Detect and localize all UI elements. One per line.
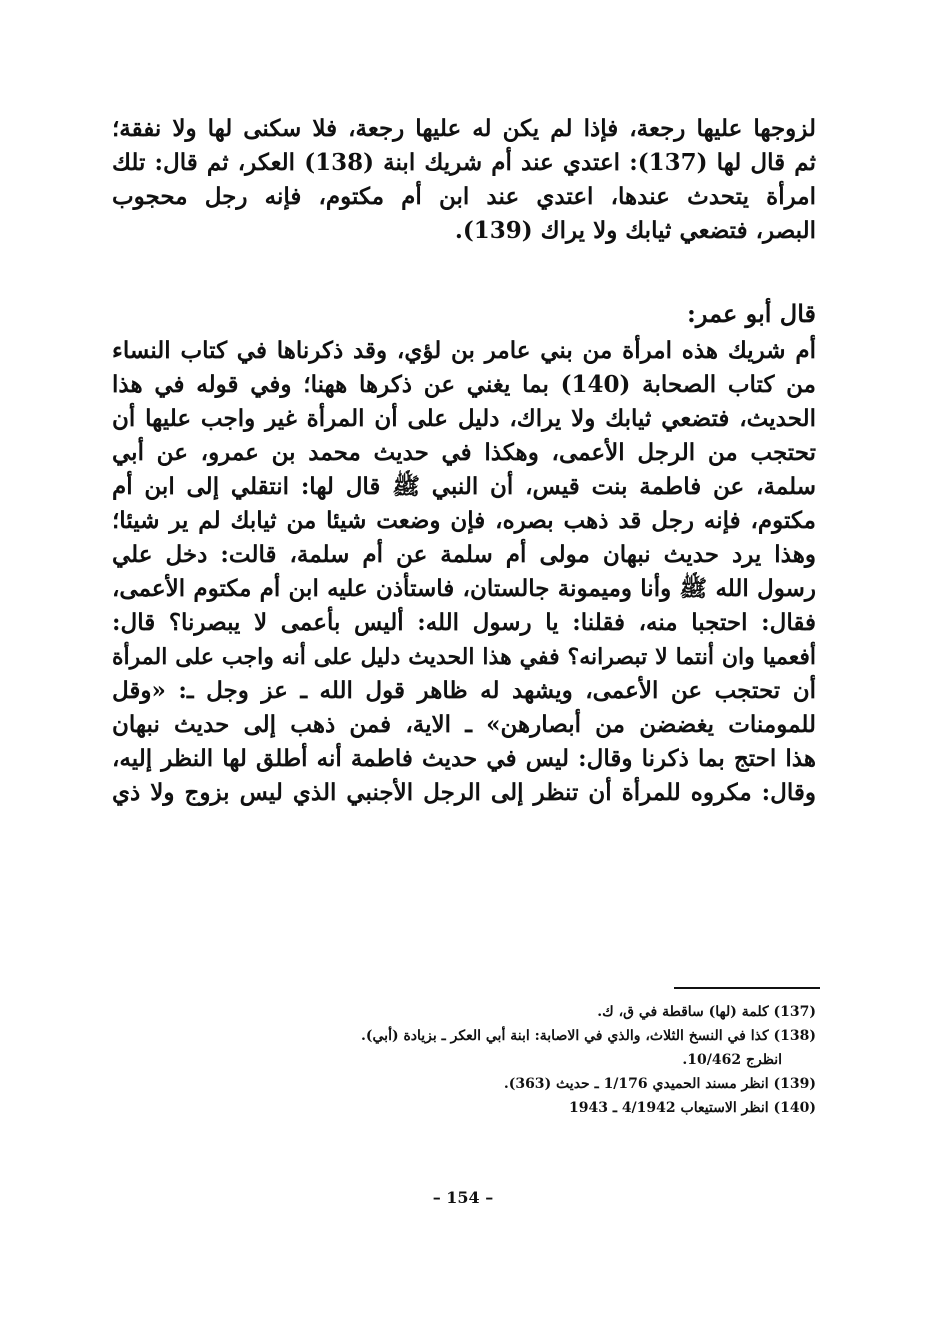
footnote-137: (137) كلمة (لها) ساقطة في ق، ك.	[597, 1004, 816, 1020]
passage-line: هذا احتج بما ذكرنا وقال: ليس في حديث فاطمة أنه أطلق لها النظر إليه،	[112, 745, 816, 772]
passage-line: امرأة يتحدث عندها، اعتدي عند ابن أم مكتوم، فإنه رجل محجوب	[112, 183, 816, 210]
passage-line: البصر، فتضعي ثيابك ولا يراك (139).	[454, 217, 816, 244]
footnote-138-continuation: انظرج 10/462.	[682, 1052, 782, 1068]
footnote-138: (138) كذا في النسخ الثلاث، والذي في الاصابة: ابنة أبي العكر ـ بزيادة (أبي).	[361, 1028, 816, 1044]
passage-line: أم شريك هذه امرأة من بني عامر بن لؤي، وقد ذكرناها في كتاب النساء	[112, 337, 816, 364]
passage-line: من كتاب الصحابة (140) بما يغني عن ذكرها ههنا؛ وفي قوله في هذا	[112, 371, 816, 398]
passage-line: وقال: مكروه للمرأة أن تنظر إلى الرجل الأجنبي الذي ليس بزوج ولا ذي	[112, 779, 816, 806]
footnote-divider	[674, 987, 820, 989]
section-heading: قال أبو عمر:	[687, 299, 816, 328]
passage-line: تحتجب من الرجل الأعمى، وهكذا في حديث محمد بن عمرو، عن أبي	[112, 439, 816, 466]
passage-line: وهذا يرد حديث نبهان مولى أم سلمة عن أم سلمة، قالت: دخل علي	[112, 541, 816, 568]
passage-line: أن تحتجب عن الأعمى، ويشهد له ظاهر قول الله ـ عز وجل ـ: «وقل	[112, 677, 816, 704]
passage-line: للمومنات يغضضن من أبصارهن» ـ الاية، فمن ذهب إلى حديث نبهان	[112, 711, 816, 738]
passage-line: فقال: احتجبا منه، فقلنا: يا رسول الله: أليس بأعمى لا يبصرنا؟ قال:	[112, 609, 816, 636]
passage-line: لزوجها عليها رجعة، فإذا لم يكن له عليها رجعة، فلا سكنى لها ولا نفقة؛	[112, 115, 816, 142]
footnotes	[112, 1000, 816, 1120]
passage-top	[112, 112, 816, 248]
passage-line: الحديث، فتضعي ثيابك ولا يراك، دليل على أن المرأة غير واجب عليها أن	[112, 405, 816, 432]
passage-main	[112, 334, 816, 810]
passage-line: ثم قال لها (137): اعتدي عند أم شريك ابنة (138) العكر، ثم قال: تلك	[112, 149, 816, 176]
passage-line: رسول الله ﷺ وأنا وميمونة جالستان، فاستأذن عليه ابن أم مكتوم الأعمى،	[112, 575, 816, 602]
passage-line: أفعميا وان أنتما لا تبصرانه؟ ففي هذا الحديث دليل على أنه واجب على المرأة	[112, 644, 816, 670]
footnote-140: (140) انظر الاستيعاب 4/1942 ـ 1943	[568, 1100, 816, 1116]
passage-line: مكتوم، فإنه رجل قد ذهب بصره، فإن وضعت شيئا من ثيابك لم ير شيئا؛	[112, 507, 816, 534]
footnote-139: (139) انظر مسند الحميدي 1/176 ـ حديث (363).	[503, 1076, 816, 1092]
passage-line: سلمة، عن فاطمة بنت قيس، أن النبي ﷺ قال لها: انتقلي إلى ابن أم	[112, 473, 816, 500]
page-number: – 154 –	[432, 1188, 494, 1207]
